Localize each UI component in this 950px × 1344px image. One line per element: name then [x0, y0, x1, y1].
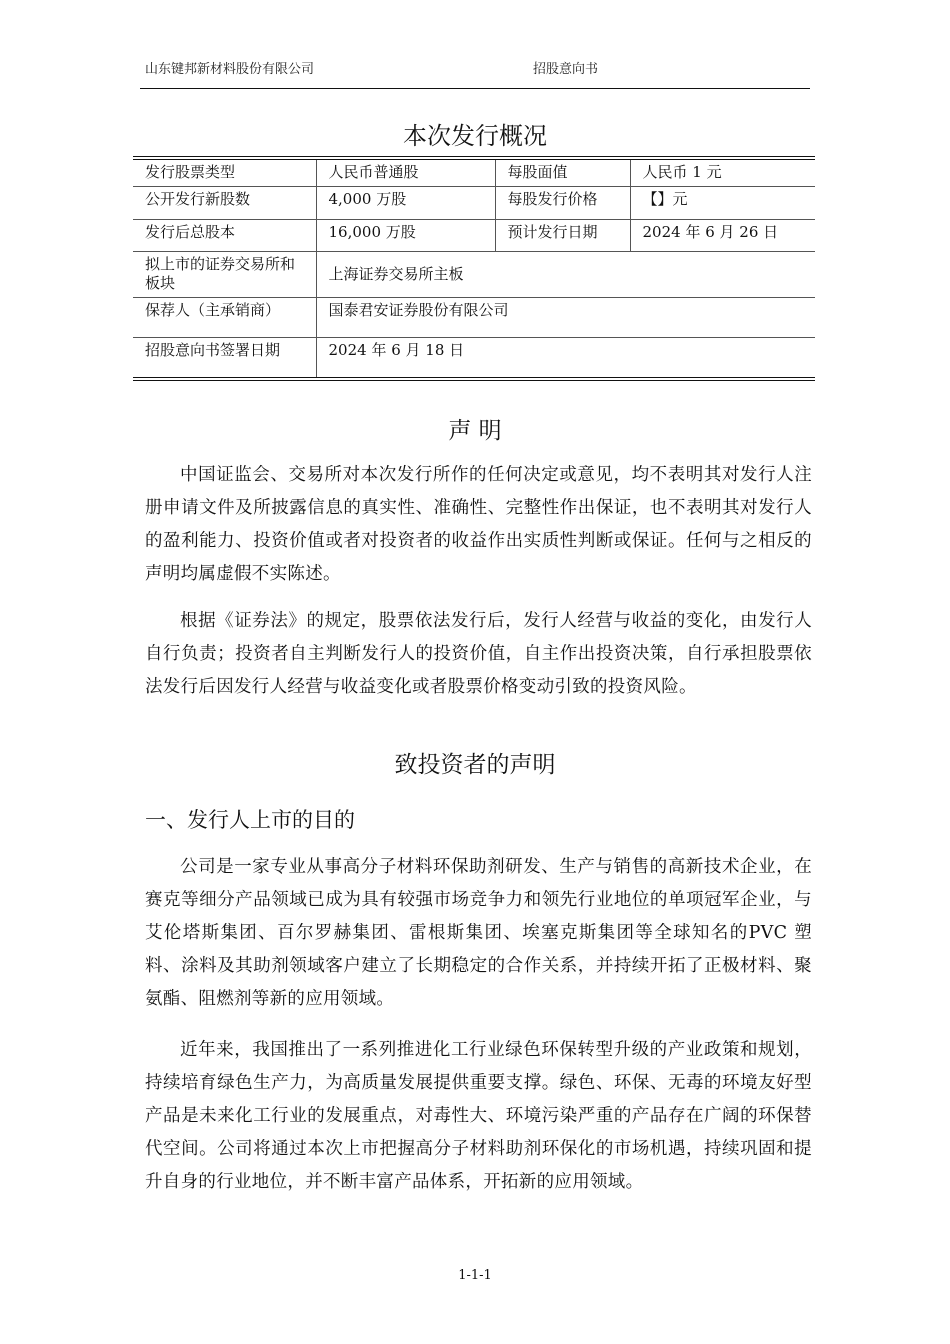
cell-value: 【】元 [630, 186, 815, 219]
header-doc-title: 招股意向书 [533, 62, 599, 77]
statement-title: 声 明 [448, 418, 502, 444]
cell-label: 公开发行新股数 [133, 186, 316, 219]
overview-table [133, 156, 815, 381]
page-number: 1-1-1 [458, 1268, 492, 1283]
cell-label: 保荐人（主承销商） [133, 297, 316, 337]
cell-value: 4,000 万股 [316, 186, 495, 219]
overview-title: 本次发行概况 [403, 122, 547, 150]
cell-value: 2024 年 6 月 26 日 [630, 219, 815, 251]
cell-label: 发行后总股本 [133, 219, 316, 251]
cell-label: 招股意向书签署日期 [145, 340, 281, 359]
cell-value: 人民币普通股 [316, 158, 495, 186]
cell-value: 16,000 万股 [316, 219, 495, 251]
investor-paragraph: 近年来，我国推出了一系列推进化工行业绿色环保转型升级的产业政策和规划，持续培育绿色生产力，为高质量发展提供重要支撑。绿色、环保、无毒的环境友好型产品是未来化工行业的发展重点，对毒性大、环境污染严重的产品存在广阔的环保替代空间。公司将通过本次上市把握高分子材料助剂环保化的市场机遇，持续巩固和提升自身的行业地位，并不断丰富产品体系，开拓新的应用领域。 [145, 1040, 812, 1192]
cell-label: 预计发行日期 [495, 219, 630, 251]
table-row [133, 297, 815, 337]
cell-value: 国泰君安证券股份有限公司 [316, 297, 815, 337]
investor-statement-title: 致投资者的声明 [394, 752, 556, 778]
statement-paragraph: 根据《证券法》的规定，股票依法发行后，发行人经营与收益的变化，由发行人自行负责；投资者自主判断发行人的投资价值，自主作出投资决策，自行承担股票依法发行后因发行人经营与收益变化或者股票价格变动引致的投资风险。 [145, 611, 812, 697]
table-row [133, 337, 815, 379]
cell-value: 人民币 1 元 [630, 158, 815, 186]
cell-value: 上海证券交易所主板 [316, 251, 815, 297]
cell-label: 拟上市的证券交易所和板块 [133, 251, 316, 297]
table-row [133, 251, 815, 297]
table-row [133, 219, 815, 251]
table-row [133, 186, 815, 219]
section-heading: 一、发行人上市的目的 [145, 808, 355, 832]
cell-label: 发行股票类型 [133, 158, 316, 186]
statement-paragraph: 中国证监会、交易所对本次发行所作的任何决定或意见，均不表明其对发行人注册申请文件及所披露信息的真实性、准确性、完整性作出保证，也不表明其对发行人的盈利能力、投资价值或者对投资者的收益作出实质性判断或保证。任何与之相反的声明均属虚假不实陈述。 [145, 465, 812, 584]
table-row [133, 158, 815, 186]
investor-paragraph: 公司是一家专业从事高分子材料环保助剂研发、生产与销售的高新技术企业，在赛克等细分产品领域已成为具有较强市场竞争力和领先行业地位的单项冠军企业，与艾伦塔斯集团、百尔罗赫集团、雷根斯集团、埃塞克斯集团等全球知名的PVC 塑料、涂料及其助剂领域客户建立了长期稳定的合作关系，并持续开拓了正极材料、聚氨酯、阻燃剂等新的应用领域。 [145, 857, 812, 1009]
cell-label: 每股面值 [495, 158, 630, 186]
header-divider [140, 88, 810, 89]
cell-label: 每股发行价格 [495, 186, 630, 219]
header-company: 山东键邦新材料股份有限公司 [145, 62, 315, 77]
cell-value: 2024 年 6 月 18 日 [316, 337, 815, 379]
